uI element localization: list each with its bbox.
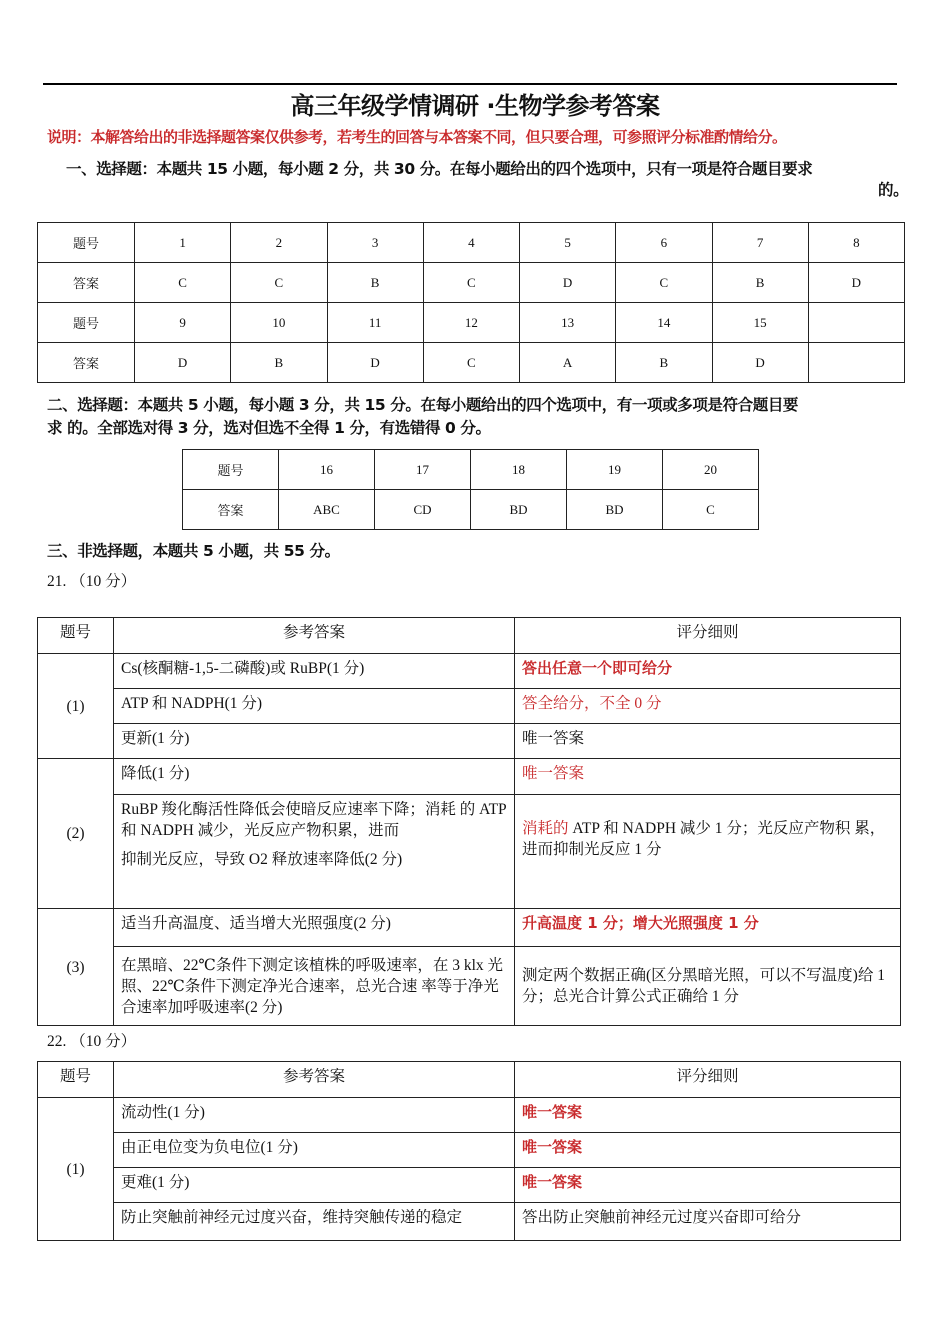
table-cell: 4 [423,223,519,263]
table-row [38,909,901,947]
rule-text: ATP 和 NADPH 减少 1 分；光反应产物积 累，进而抑制光反应 1 分 [522,819,886,858]
rule-text: 答全给分，不全 0 分 [522,695,662,712]
table-cell: 11 [327,303,423,343]
row-header: 答案 [38,263,135,303]
table-cell: D [135,343,231,383]
row-header: 题号 [38,223,135,263]
table-cell: CD [375,490,471,530]
table-cell: BD [567,490,663,530]
table-row [38,263,905,303]
table-cell: 20 [663,450,759,490]
header-row [38,618,901,654]
rule-cell [515,909,901,947]
table-cell: BD [471,490,567,530]
column-header: 评分细则 [515,618,901,654]
section1-heading-cont: 的。 [878,181,909,199]
table-cell: 19 [567,450,663,490]
row-header: 题号 [183,450,279,490]
table-cell: C [663,490,759,530]
rule-text: 唯一答案 [522,1103,583,1121]
table-row [183,450,759,490]
table-cell: 16 [279,450,375,490]
table-cell: D [520,263,616,303]
rule-cell [515,689,901,724]
q21-table [37,617,901,1026]
table-cell: 15 [712,303,808,343]
table-cell: C [231,263,327,303]
question-number: (3) [38,909,114,1026]
column-header: 参考答案 [114,618,515,654]
answer-cell [114,1133,515,1168]
q22-table [37,1061,901,1241]
table-cell: 13 [520,303,616,343]
answer-cell [114,654,515,689]
table-cell: 17 [375,450,471,490]
question-number: (2) [38,759,114,909]
table-row [38,724,901,759]
row-header: 答案 [183,490,279,530]
answer-text-cont: 抑制光反应，导致 O2 释放速率降低(2 分) [121,851,403,868]
answer-text: 更新(1 分) [121,730,190,747]
table-cell: D [712,343,808,383]
rule-text: 答出任意一个即可给分 [522,659,673,677]
table-cell: C [616,263,712,303]
answer-cell [114,795,515,909]
answer-cell [114,909,515,947]
table-row [38,795,901,909]
column-header: 评分细则 [515,1062,901,1098]
table-cell: 12 [423,303,519,343]
table-row [38,223,905,263]
table-cell: 6 [616,223,712,263]
header-row [38,1062,901,1098]
section3-heading: 三、非选择题，本题共 5 小题，共 55 分。 [47,542,340,560]
answer-text: 防止突触前神经元过度兴奋，维持突触传递的稳定 [121,1209,463,1226]
row-header: 答案 [38,343,135,383]
table-cell: A [520,343,616,383]
answer-text: RuBP 羧化酶活性降低会使暗反应速率下降；消耗 的 ATP 和 NADPH 减少，光反应产物积累，进而 [121,801,507,839]
rule-text: 唯一答案 [522,1173,583,1191]
rule-text: 唯一答案 [522,765,585,782]
rule-cell [515,1203,901,1241]
rule-cell [515,1133,901,1168]
q22-label: 22. （10 分） [47,1033,137,1050]
table-row [38,303,905,343]
table-cell: C [135,263,231,303]
answer-cell [114,947,515,1026]
answer-text: 流动性(1 分) [121,1104,205,1121]
answer-text: 在黑暗、22℃条件下测定该植株的呼吸速率，在 3 klx 光照、22℃条件下测定净光合速率，总光合速 率等于净光合速率加呼吸速率(2 分) [121,956,504,1016]
answer-text: 更难(1 分) [121,1174,190,1191]
q21-label: 21. （10 分） [47,573,137,590]
page-title: 高三年级学情调研 ·生物学参考答案 [290,92,660,120]
rule-text: 答出防止突触前神经元过度兴奋即可给分 [522,1209,802,1226]
rule-cell [515,947,901,1026]
rule-text: 测定两个数据正确(区分黑暗光照，可以不写温度)给 1 分；总光合计算公式正确给 1 分 [522,967,885,1005]
table-cell: 5 [520,223,616,263]
table-row [38,1203,901,1241]
answer-cell [114,1203,515,1241]
column-header: 题号 [38,618,114,654]
table-row [38,947,901,1026]
table-row [38,1098,901,1133]
answer-cell [114,1098,515,1133]
table-cell: B [231,343,327,383]
rule-text: 唯一答案 [522,730,585,747]
table-cell: D [808,263,904,303]
rule-cell [515,654,901,689]
answer-text: 降低(1 分) [121,765,190,782]
table-row [38,1133,901,1168]
answer-text: 适当升高温度、适当增大光照强度(2 分) [121,915,391,932]
table-row [183,490,759,530]
table-cell: ABC [279,490,375,530]
rule-text-red: 消耗的 [522,819,569,837]
note: 说明：本解答给出的非选择题答案仅供参考，若考生的回答与本答案不同，但只要合理，可参照评分标准酌情给分。 [47,128,787,146]
section1-answer-table [37,222,905,383]
table-cell: 1 [135,223,231,263]
table-row [38,759,901,795]
table-cell: B [616,343,712,383]
question-number: (1) [38,654,114,759]
table-cell: B [712,263,808,303]
column-header: 参考答案 [114,1062,515,1098]
table-cell: 14 [616,303,712,343]
table-cell: 18 [471,450,567,490]
table-cell: 9 [135,303,231,343]
table-cell: 8 [808,223,904,263]
rule-cell [515,1098,901,1133]
rule-cell [515,795,901,909]
table-cell: 2 [231,223,327,263]
rule-text: 升高温度 1 分；增大光照强度 1 分 [522,914,759,932]
table-row [38,1168,901,1203]
section2-heading: 二、选择题：本题共 5 小题，每小题 3 分，共 15 分。在每小题给出的四个选项中，有一项或多项是符合题目要 [47,396,799,414]
section2-answer-table [182,449,759,530]
table-cell: C [423,343,519,383]
section1-heading: 一、选择题：本题共 15 小题，每小题 2 分，共 30 分。在每小题给出的四个选项中，只有一项是符合题目要求 [66,160,813,178]
column-header: 题号 [38,1062,114,1098]
table-cell: 10 [231,303,327,343]
table-cell: B [327,263,423,303]
rule-cell [515,1168,901,1203]
top-rule [43,83,897,85]
answer-cell [114,759,515,795]
table-cell: 7 [712,223,808,263]
section2-heading-cont: 求 的。全部选对得 3 分，选对但选不全得 1 分，有选错得 0 分。 [47,419,491,437]
answer-text: 由正电位变为负电位(1 分) [121,1139,298,1156]
answer-cell [114,1168,515,1203]
rule-cell [515,724,901,759]
question-number: (1) [38,1098,114,1241]
table-row [38,343,905,383]
table-row [38,689,901,724]
answer-text: ATP 和 NADPH(1 分) [121,695,263,712]
row-header: 题号 [38,303,135,343]
answer-text: Cs(核酮糖-1,5-二磷酸)或 RuBP(1 分) [121,660,365,677]
table-cell [808,343,904,383]
answer-cell [114,689,515,724]
table-cell: 3 [327,223,423,263]
table-row [38,654,901,689]
table-cell: C [423,263,519,303]
table-cell [808,303,904,343]
table-cell: D [327,343,423,383]
rule-cell [515,759,901,795]
rule-text: 唯一答案 [522,1138,583,1156]
answer-cell [114,724,515,759]
